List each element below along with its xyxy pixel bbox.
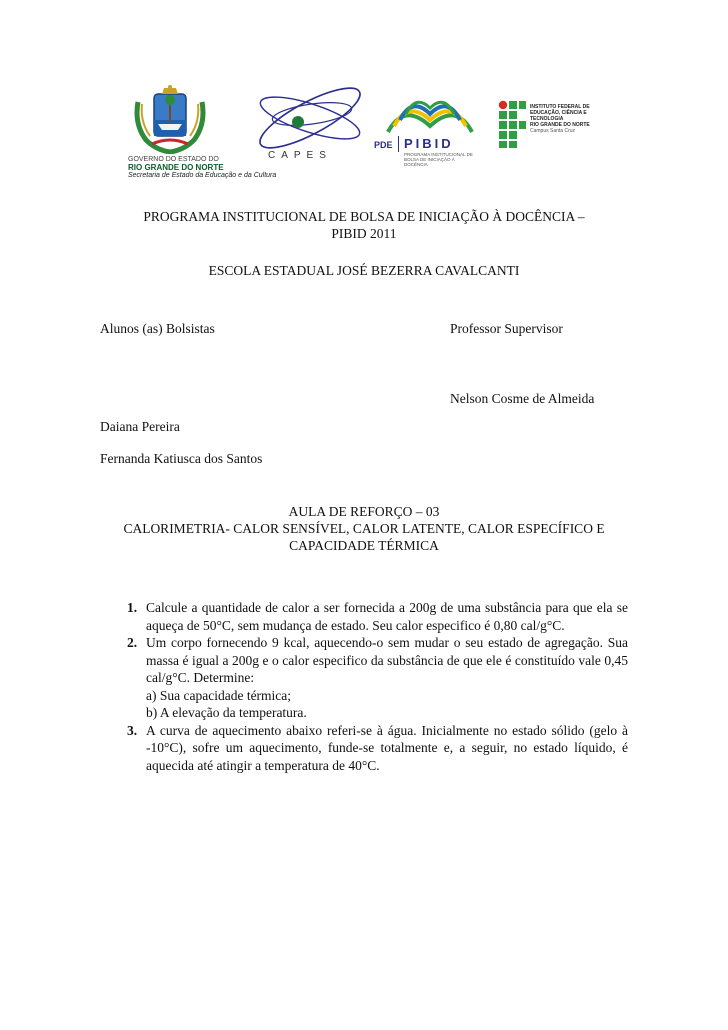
rn-government-logo — [118, 84, 277, 192]
ifrn-logo-line3: RIO GRANDE DO NORTE — [530, 122, 590, 128]
program-title — [100, 208, 628, 242]
supervisor-name: Nelson Cosme de Almeida — [450, 391, 595, 406]
question-number: 2. — [127, 635, 138, 650]
ifrn-logo-line1: INSTITUTO FEDERAL DE — [530, 104, 590, 110]
question-subitem: b) A elevação da temperatura. — [146, 705, 307, 720]
student-name: Daiana Pereira — [100, 419, 180, 434]
pibid-logo-divider — [398, 136, 399, 152]
students-label: Alunos (as) Bolsistas — [100, 321, 215, 336]
question-list — [123, 599, 628, 774]
rn-coat-of-arms-icon — [132, 84, 208, 154]
ifrn-logo-text — [530, 104, 620, 134]
ifrn-logo-line4: Campus Santa Cruz — [530, 128, 576, 134]
program-title-line2: PIBID 2011 — [331, 226, 397, 241]
question-text: Calcule a quantidade de calor a ser fornecida a 200g de uma substância para que ela se aqueça de 50°C, sem mudança de estado. Seu calor especifico é 0,80 cal/g°C. — [146, 600, 628, 633]
rn-logo-line1: GOVERNO DO ESTADO DO — [128, 156, 219, 163]
capes-orbit-icon — [250, 84, 370, 150]
student-name: Fernanda Katiusca dos Santos — [100, 451, 263, 466]
lesson-subject-line1: CALORIMETRIA- CALOR SENSÍVEL, CALOR LATENTE, CALOR ESPECÍFICO E — [123, 521, 605, 536]
lesson-subject-line2: CAPACIDADE TÉRMICA — [289, 538, 439, 553]
pibid-logo — [374, 92, 484, 172]
question-item — [123, 634, 628, 722]
capes-logo-text: CAPES — [268, 150, 332, 161]
question-text: A curva de aquecimento abaixo referi-se à água. Inicialmente no estado sólido (gelo à -10°C), sofre um aquecimento, funde-se totalmente e, a seguir, no estado líquido, é aquecida até atingir a temperatura de 40°C. — [146, 722, 628, 773]
ifrn-logo — [498, 100, 618, 160]
pibid-logo-subtitle: PROGRAMA INSTITUCIONAL DE BOLSA DE INICIAÇÃO À DOCÊNCIA — [404, 152, 473, 167]
lesson-title: AULA DE REFORÇO – 03 — [288, 504, 440, 519]
rn-logo-line2: RIO GRANDE DO NORTE — [128, 163, 224, 172]
question-number: 1. — [127, 600, 138, 615]
pibid-logo-title: PIBID — [404, 136, 454, 151]
pibid-book-icon — [374, 92, 484, 136]
question-item — [123, 722, 628, 775]
question-number: 3. — [127, 722, 138, 738]
school-name: ESCOLA ESTADUAL JOSÉ BEZERRA CAVALCANTI — [208, 263, 520, 278]
program-title-line1: PROGRAMA INSTITUCIONAL DE BOLSA DE INICIAÇÃO À DOCÊNCIA – — [143, 209, 585, 224]
question-subitem: a) Sua capacidade térmica; — [146, 687, 292, 703]
lesson-subject — [100, 520, 628, 554]
ifrn-logo-line2: EDUCAÇÃO, CIÊNCIA E TECNOLOGIA — [530, 110, 587, 122]
supervisor-label: Professor Supervisor — [450, 321, 563, 336]
question-text: Um corpo fornecendo 9 kcal, aquecendo-o sem mudar o seu estado de agregação. Sua massa é igual a 200g e o calor especifico da substância de que ele é constituído vale 0,45 cal/g°C. Determine: — [146, 635, 628, 685]
question-item — [123, 599, 628, 634]
rn-logo-line3: Secretaria de Estado da Educação e da Cultura — [128, 172, 277, 179]
ifrn-grid-icon — [498, 100, 526, 148]
capes-logo — [250, 84, 370, 164]
pibid-logo-pde: PDE — [374, 140, 393, 150]
